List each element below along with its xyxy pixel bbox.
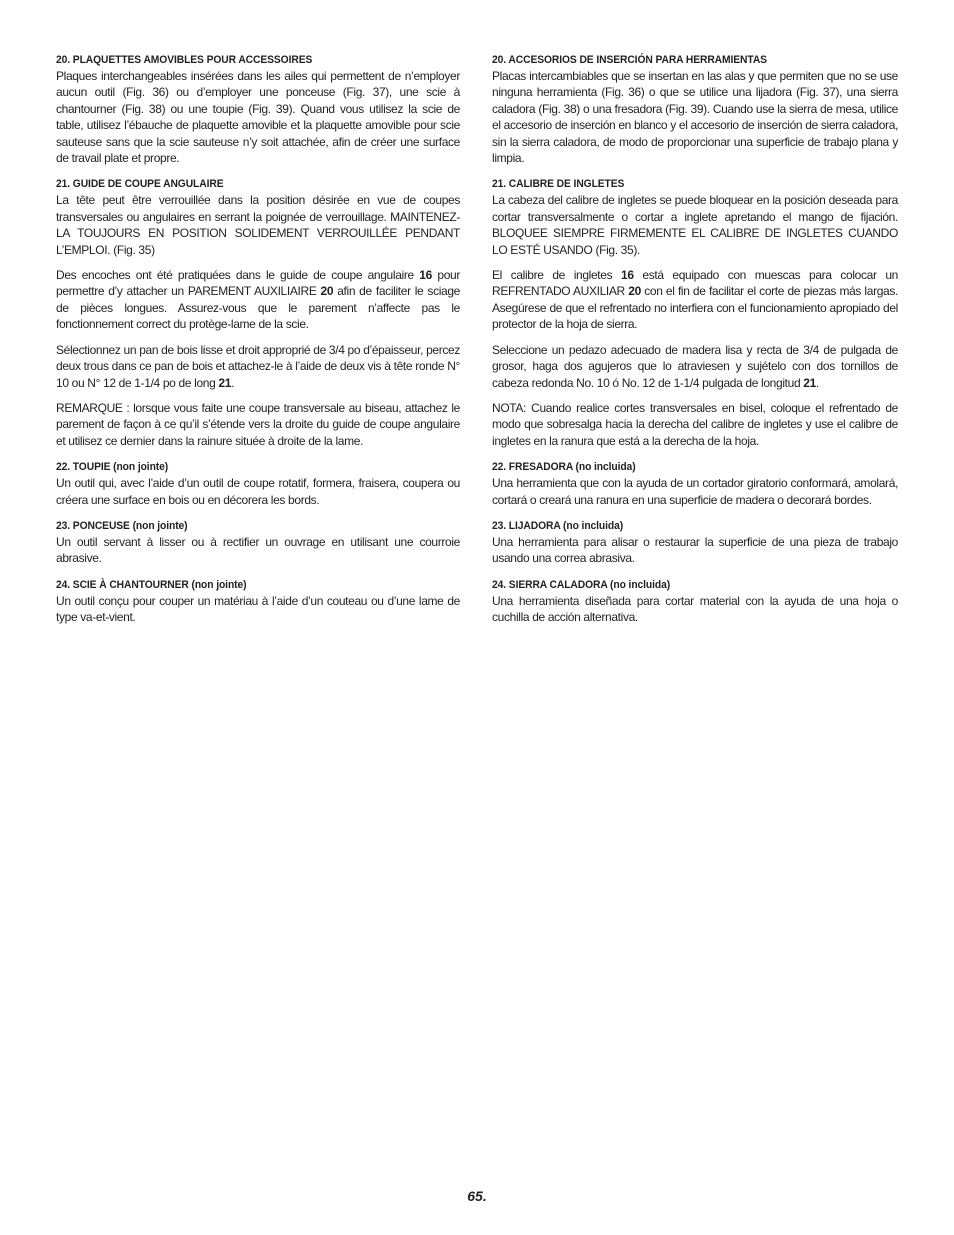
text-run: Seleccione un pedazo adecuado de madera lisa y recta de 3/4 de pulgada de grosor, haga dos agujeros que lo atraviesen y sujételo con dos tornillos de cabeza redonda No. 10 ó No. 12 de 1-1/4 pulgada de longitud <box>492 342 898 390</box>
part-reference-number: 21 <box>803 375 816 390</box>
paragraph <box>56 475 460 508</box>
paragraph <box>492 267 898 333</box>
text-run: Una herramienta que con la ayuda de un cortador giratorio conformará, amolará, cortará o creará una ranura en una superficie de madera o decorará bordes. <box>492 476 898 507</box>
section <box>492 577 898 626</box>
paragraph <box>56 342 460 391</box>
paragraph <box>56 68 460 166</box>
part-reference-number: 20 <box>320 284 334 299</box>
paragraph <box>492 68 898 166</box>
text-run: afin de faciliter le sciage de pièces longues. Assurez-vous que le parement n’affecte pas le fonctionnement correct du protège-lame de la scie. <box>56 284 461 332</box>
paragraph <box>56 593 460 626</box>
paragraph <box>492 475 898 508</box>
text-run: . <box>231 375 235 390</box>
part-reference-number: 16 <box>419 268 432 283</box>
text-run: con el fin de facilitar el corte de piezas más largas. Asegúrese de que el refrentado no interfiera con el funcionamiento apropiado del protector de la hoja de sierra. <box>492 284 898 332</box>
section-heading: 24. SIERRA CALADORA (no incluida) <box>492 578 671 591</box>
paragraph <box>492 342 898 391</box>
text-run: La tête peut être verrouillée dans la position désirée en vue de coupes transversales ou angulaires en serrant la poignée de verrouillage. MAINTENEZ-LA TOUJOURS EN POSITION SOLIDEMENT VERROUILLÉE PENDANT L’EMPLOI. (Fig. 35) <box>56 193 460 257</box>
text-run: . <box>815 375 819 390</box>
text-run: Sélectionnez un pan de bois lisse et droit approprié de 3/4 po d’épaisseur, percez deux trous dans ce pan de bois et attachez-le à l’aide de deux vis à tête ronde N° 10 ou N° 12 de 1-1/4 po de long <box>56 342 460 390</box>
text-run: La cabeza del calibre de ingletes se puede bloquear en la posición deseada para cortar transversalmente o cortar a inglete apretando el mango de fijación. BLOQUEE SIEMPRE FIRMEMENTE EL CALIBRE DE INGLETES CUANDO LO ESTÉ USANDO (Fig. 35). <box>492 193 898 257</box>
text-run: Un outil servant à lisser ou à rectifier un ouvrage en utilisant une courroie abrasive. <box>56 534 460 566</box>
text-run: pour permettre d’y attacher un PAREMENT AUXILIAIRE <box>56 268 460 299</box>
text-run: Una herramienta diseñada para cortar material con la ayuda de una hoja o cuchilla de acción alternativa. <box>492 593 898 625</box>
part-reference-number: 16 <box>621 268 634 283</box>
section-heading: 22. FRESADORA (no incluida) <box>492 461 636 474</box>
section <box>56 459 460 508</box>
paragraph <box>56 267 460 333</box>
text-run: Des encoches ont été pratiquées dans le guide de coupe angulaire <box>56 268 420 283</box>
section <box>492 459 898 508</box>
section-heading: 21. GUIDE DE COUPE ANGULAIRE <box>56 178 224 191</box>
section <box>492 52 898 166</box>
text-run: Un outil qui, avec l’aide d’un outil de coupe rotatif, formera, fraisera, coupera ou créera une surface en bois ou en décorera les bords. <box>56 476 460 507</box>
section <box>56 577 460 626</box>
section-heading: 23. LIJADORA (no incluida) <box>492 519 624 532</box>
text-run: está equipado con muescas para colocar un REFRENTADO AUXILIAR <box>492 268 898 299</box>
section-heading: 24. SCIE À CHANTOURNER (non jointe) <box>56 578 247 591</box>
french-column <box>56 52 460 636</box>
text-run: Un outil conçu pour couper un matériau à l’aide d’un couteau ou d’une lame de type va-et-vient. <box>56 593 460 625</box>
spanish-column <box>492 52 898 636</box>
section-heading: 22. TOUPIE (non jointe) <box>56 461 169 474</box>
paragraph <box>56 534 460 567</box>
paragraph <box>492 534 898 567</box>
section <box>492 518 898 567</box>
paragraph <box>56 400 460 449</box>
section-heading: 20. ACCESORIOS DE INSERCIÓN PARA HERRAMIENTAS <box>492 54 767 66</box>
part-reference-number: 20 <box>628 284 641 299</box>
paragraph <box>492 400 898 449</box>
text-run: Una herramienta para alisar o restaurar la superficie de una pieza de trabajo usando una correa abrasiva. <box>492 534 898 566</box>
section <box>56 52 460 166</box>
paragraph <box>492 593 898 626</box>
section <box>56 518 460 567</box>
part-reference-number: 21 <box>218 375 232 390</box>
section-heading: 23. PONCEUSE (non jointe) <box>56 519 188 532</box>
section-heading: 21. CALIBRE DE INGLETES <box>492 178 625 191</box>
page-number: 65. <box>467 1188 487 1204</box>
paragraph <box>492 192 898 258</box>
section-heading: 20. PLAQUETTES AMOVIBLES POUR ACCESSOIRES <box>56 54 313 66</box>
section <box>56 176 460 449</box>
section <box>492 176 898 449</box>
text-run: REMARQUE : lorsque vous faite une coupe transversale au biseau, attachez le parement de façon à ce qu’il s’étende vers la droite du guide de coupe angulaire et utilisez ce dernier dans la rainure située à droite de la lame. <box>56 400 460 448</box>
text-run: NOTA: Cuando realice cortes transversales en bisel, coloque el refrentado de modo que sobresalga hacia la derecha del calibre de ingletes y use el calibre de ingletes en la ranura que está a la derecha de la hoja. <box>492 400 898 448</box>
text-run: El calibre de ingletes <box>492 268 621 283</box>
text-run: Plaques interchangeables insérées dans les ailes qui permettent de n’employer aucun outil (Fig. 36) ou d’employer une ponceuse (Fig. 37), une scie à chantourner (Fig. 38) ou une toupie (Fig. 39). Quand vous utilisez la scie de table, utilisez l’ébauche de plaquette amovible et la plaquette amovible pour scie sauteuse sans que la scie sauteuse n’y soit attachée, afin de créer une surface de travail plate et propre. <box>56 69 460 166</box>
text-run: Placas intercambiables que se insertan en las alas y que permiten que no se use ninguna herramienta (Fig. 36) o que se utilice una lijadora (Fig. 37), una sierra caladora (Fig. 38) o una fresadora (Fig. 39). Cuando use la sierra de mesa, utilice el accesorio de inserción en blanco y el accesorio de inserción de sierra caladora, sin la sierra caladora, de modo de proporcionar una superficie de trabajo plana y limpia. <box>492 69 898 166</box>
paragraph <box>56 192 460 258</box>
